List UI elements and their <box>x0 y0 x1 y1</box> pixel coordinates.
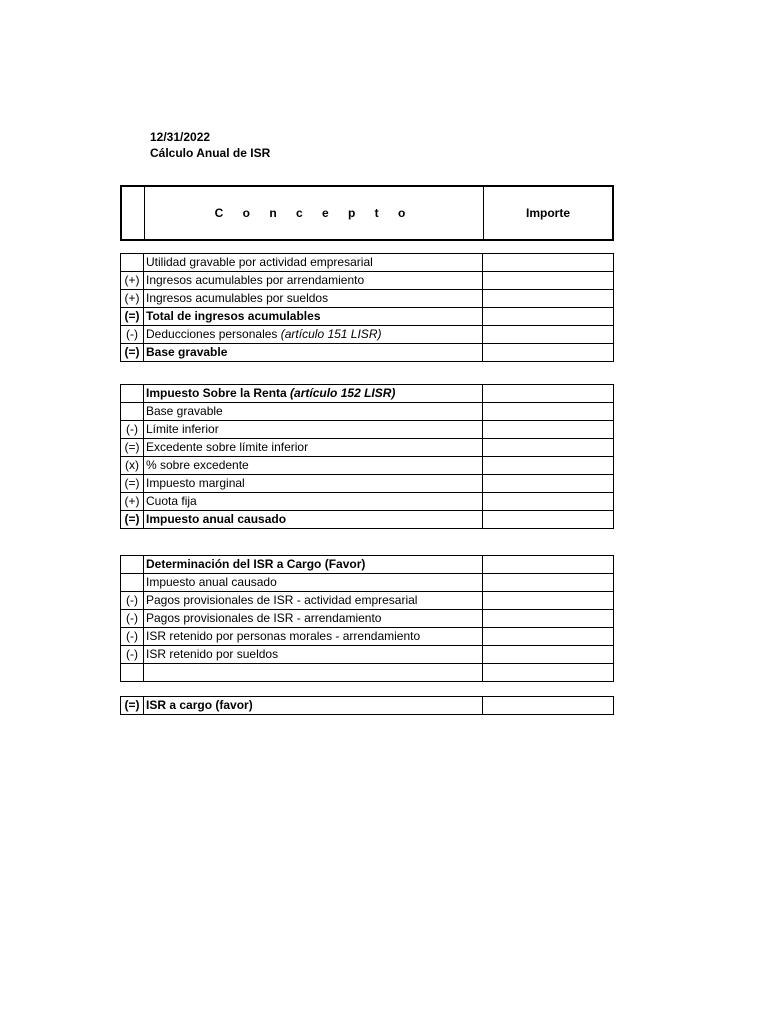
row-label <box>144 610 483 628</box>
row-label-text: Ingresos acumulables por arrendamiento <box>146 273 365 287</box>
row-label <box>144 628 483 646</box>
report-date: 12/31/2022 <box>150 130 211 144</box>
row-sign <box>121 574 144 592</box>
row-sign: (=) <box>121 475 144 493</box>
row-label <box>144 439 483 457</box>
table-row <box>121 308 614 326</box>
row-sign: (=) <box>121 344 144 362</box>
row-label <box>144 290 483 308</box>
table-row <box>121 475 614 493</box>
row-label-text: ISR retenido por personas morales - arrendamiento <box>146 629 421 643</box>
concept-column-header: C o n c e p t o <box>145 186 484 240</box>
row-label-text: % sobre excedente <box>146 458 249 472</box>
row-label <box>144 326 483 344</box>
row-label-text: Límite inferior <box>146 422 219 436</box>
amount-cell[interactable] <box>483 592 614 610</box>
row-sign: (-) <box>121 592 144 610</box>
row-label <box>144 574 483 592</box>
row-sign <box>121 403 144 421</box>
row-sign: (=) <box>121 511 144 529</box>
amount-cell[interactable] <box>483 254 614 272</box>
amount-cell[interactable] <box>483 290 614 308</box>
amount-cell[interactable] <box>483 403 614 421</box>
isr-section-title-reference: (artículo 152 LISR) <box>290 386 396 400</box>
amount-cell[interactable] <box>483 475 614 493</box>
row-sign: (-) <box>121 421 144 439</box>
row-label <box>144 344 483 362</box>
table-row <box>121 403 614 421</box>
amount-cell[interactable] <box>483 697 614 715</box>
isr-section-title <box>144 385 483 403</box>
amount-cell[interactable] <box>483 646 614 664</box>
row-label-text: Base gravable <box>146 404 223 418</box>
row-label <box>144 592 483 610</box>
row-sign: (x) <box>121 457 144 475</box>
row-sign: (+) <box>121 290 144 308</box>
row-label-text: Utilidad gravable por actividad empresarial <box>146 255 373 269</box>
amount-cell[interactable] <box>483 272 614 290</box>
table-row <box>121 344 614 362</box>
table-row <box>121 628 614 646</box>
cargo-section-title: Determinación del ISR a Cargo (Favor) <box>144 556 483 574</box>
amount-cell[interactable] <box>483 439 614 457</box>
table-row <box>121 254 614 272</box>
row-sign <box>121 556 144 574</box>
row-label <box>144 403 483 421</box>
row-label <box>144 308 483 326</box>
row-sign: (=) <box>121 308 144 326</box>
amount-cell[interactable] <box>483 610 614 628</box>
row-label <box>144 254 483 272</box>
amount-cell[interactable] <box>483 628 614 646</box>
row-label-text: Pagos provisionales de ISR - arrendamiento <box>146 611 382 625</box>
row-sign: (=) <box>121 439 144 457</box>
section-title-row <box>121 385 614 403</box>
table-row <box>121 646 614 664</box>
row-label-text: Impuesto anual causado <box>146 575 277 589</box>
row-label-text: Ingresos acumulables por sueldos <box>146 291 329 305</box>
amount-cell[interactable] <box>483 326 614 344</box>
row-label-text: Excedente sobre límite inferior <box>146 440 309 454</box>
row-sign: (+) <box>121 493 144 511</box>
row-sign: (-) <box>121 628 144 646</box>
row-label-text: Total de ingresos acumulables <box>146 309 321 323</box>
row-sign: (-) <box>121 610 144 628</box>
row-label-text: Impuesto anual causado <box>146 512 287 526</box>
table-row <box>121 326 614 344</box>
row-label <box>144 272 483 290</box>
table-row <box>121 421 614 439</box>
table-header <box>120 185 614 241</box>
table-header-row <box>121 186 613 240</box>
table-row <box>121 457 614 475</box>
document-header <box>150 129 270 161</box>
row-label <box>144 421 483 439</box>
row-label <box>144 475 483 493</box>
isr-section-title-text: Impuesto Sobre la Renta <box>146 386 287 400</box>
amount-cell[interactable] <box>483 664 614 682</box>
row-sign: (=) <box>121 697 144 715</box>
ingresos-table <box>120 253 614 362</box>
report-title: Cálculo Anual de ISR <box>150 146 271 160</box>
row-label: ISR a cargo (favor) <box>144 697 483 715</box>
row-label-text: Base gravable <box>146 345 228 359</box>
table-row <box>121 290 614 308</box>
amount-cell[interactable] <box>483 493 614 511</box>
amount-column-header: Importe <box>484 186 614 240</box>
row-label <box>144 493 483 511</box>
section-title-row <box>121 556 614 574</box>
amount-cell[interactable] <box>483 457 614 475</box>
isr-table <box>120 384 614 529</box>
row-sign: (+) <box>121 272 144 290</box>
table-row <box>121 439 614 457</box>
table-row <box>121 493 614 511</box>
amount-cell[interactable] <box>483 421 614 439</box>
isr-final-table <box>120 696 614 715</box>
row-label-text: Impuesto marginal <box>146 476 245 490</box>
row-label <box>144 511 483 529</box>
row-sign: (-) <box>121 326 144 344</box>
row-label <box>144 646 483 664</box>
amount-cell[interactable] <box>483 511 614 529</box>
table-row <box>121 511 614 529</box>
amount-cell[interactable] <box>483 556 614 574</box>
row-label-text: Deducciones personales <box>146 327 278 341</box>
amount-cell[interactable] <box>483 574 614 592</box>
row-label-text: Pagos provisionales de ISR - actividad empresarial <box>146 593 418 607</box>
amount-cell[interactable] <box>483 308 614 326</box>
row-label-text: ISR retenido por sueldos <box>146 647 279 661</box>
table-row <box>121 592 614 610</box>
row-sign <box>121 385 144 403</box>
row-label-reference: (artículo 151 LISR) <box>280 327 382 341</box>
sign-column-header <box>121 186 145 240</box>
isr-cargo-table <box>120 555 614 682</box>
table-row <box>121 664 614 682</box>
table-row <box>121 610 614 628</box>
row-label <box>144 457 483 475</box>
table-row <box>121 697 614 715</box>
table-row <box>121 272 614 290</box>
amount-cell[interactable] <box>483 344 614 362</box>
row-sign <box>121 664 144 682</box>
table-row <box>121 574 614 592</box>
row-sign <box>121 254 144 272</box>
row-sign: (-) <box>121 646 144 664</box>
row-label <box>144 664 483 682</box>
amount-cell[interactable] <box>483 385 614 403</box>
row-label-text: Cuota fija <box>146 494 197 508</box>
